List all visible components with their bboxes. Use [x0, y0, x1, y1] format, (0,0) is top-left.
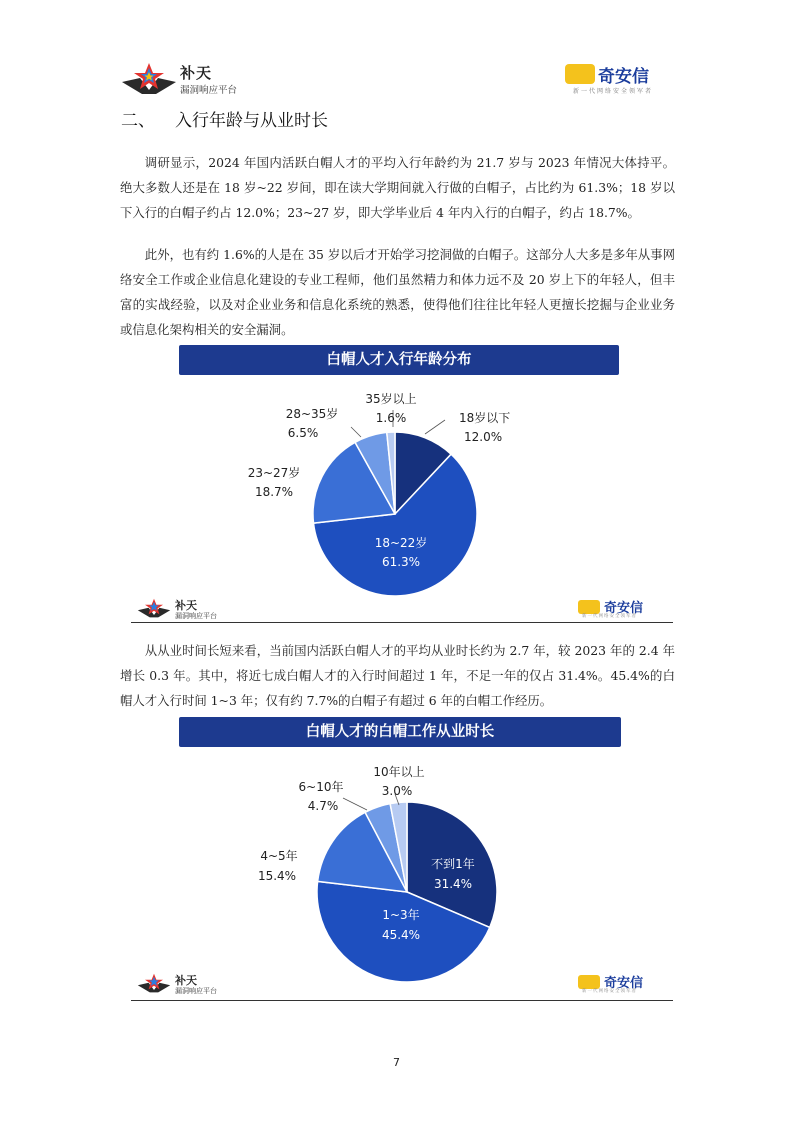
chart-1-title: 白帽人才入行年龄分布: [179, 345, 619, 375]
chart-logo-sub: 新一代网络安全领军者: [582, 614, 637, 619]
qianxin-brand-text: 奇安信: [598, 67, 649, 87]
section-heading: [121, 106, 328, 131]
pie-2-label-cat-4: 10年以上: [373, 765, 425, 779]
butian-star-icon: [135, 597, 173, 621]
chart-1-svg: [131, 340, 673, 622]
chart-logo-brand: 奇安信: [604, 976, 644, 991]
chart-1-leader-line: [425, 420, 445, 434]
chart-1-leader-line: [351, 427, 361, 437]
chart-1-frame: [131, 340, 673, 623]
pie-2-label-val-1: 45.4%: [381, 928, 421, 942]
pie-1-label-val-0: 12.0%: [464, 430, 503, 444]
chart-logo-brand: 补天: [175, 599, 197, 612]
chart-logo-brand: 奇安信: [604, 601, 644, 616]
pie-2-label-cat-1: 1~3年: [382, 908, 420, 922]
pie-2-label-cat-0: 不到1年: [431, 857, 475, 871]
butian-star-icon: [135, 972, 173, 996]
butian-logo: [120, 60, 240, 104]
qianxin-slogan-text: 新一代网络安全领军者: [573, 88, 654, 95]
mascot-icon: [578, 975, 600, 989]
chart-2-leader-line: [343, 798, 367, 810]
chart-logo-sub: 漏洞响应平台: [175, 612, 217, 620]
chart-2-butian-logo: [135, 972, 235, 998]
mascot-icon: [578, 600, 600, 614]
chart-logo-sub: 新一代网络安全领军者: [582, 989, 637, 994]
pie-2-label-val-2: 15.4%: [257, 869, 297, 883]
qianxin-logo: [565, 62, 675, 102]
paragraph-2: 此外，也有约 1.6%的人是在 35 岁以后才开始学习挖洞做的白帽子。这部分人大多是多年从事网络安全工作或企业信息化建设的专业工程师，他们虽然精力和体力远不及 20 岁上下的年轻人，但丰富的实战经验，以及对企业业务和信息化系统的熟悉，使得他们往往比年轻人更擅长挖掘与企业业务或信息化架构相关的安全漏洞。: [120, 247, 675, 337]
butian-star-icon: [120, 60, 178, 100]
pie-1-label-cat-1: 18~22岁: [374, 536, 428, 550]
pie-2-label-val-4: 3.0%: [381, 784, 413, 798]
chart-logo-sub: 漏洞响应平台: [175, 987, 217, 995]
chart-2-qianxin-logo: [578, 974, 668, 996]
chart-1-qianxin-logo: [578, 599, 668, 621]
chart-2-frame: [131, 712, 673, 1001]
butian-sub-text: 漏洞响应平台: [180, 85, 238, 96]
pie-1-label-cat-4: 35岁以上: [365, 392, 417, 406]
chart-2-title: 白帽人才的白帽工作从业时长: [179, 717, 621, 747]
page-number: 7: [393, 1056, 400, 1069]
paragraph-3: 从从业时间长短来看，当前国内活跃白帽人才的平均从业时长约为 2.7 年，较 2023 年的 2.4 年增长 0.3 年。其中，将近七成白帽人才的入行时间超过 1 年，不足一年的仅占 31.4%。45.4%的白帽人才入行时间 1~3 年；仅有约 7.7%的白帽子有超过 6 年的白帽工作经历。: [120, 643, 675, 708]
pie-1-label-val-2: 18.7%: [254, 485, 294, 499]
pie-1-label-val-4: 1.6%: [375, 411, 407, 425]
pie-2-label-cat-3: 6~10年: [298, 780, 344, 794]
pie-2-label-val-3: 4.7%: [307, 799, 339, 813]
butian-brand-text: 补天: [180, 64, 213, 82]
pie-1-label-cat-0: 18岁以下: [459, 411, 511, 425]
pie-2-label-val-0: 31.4%: [433, 877, 473, 891]
chart-1-butian-logo: [135, 597, 235, 623]
pie-1-label-val-3: 6.5%: [287, 426, 319, 440]
section-number: 二、: [121, 111, 155, 131]
pie-1-label-cat-3: 28~35岁: [285, 407, 339, 421]
chart-2-svg: [131, 712, 673, 1000]
section-title-text: 入行年龄与从业时长: [175, 111, 328, 131]
pie-1-label-val-1: 61.3%: [381, 555, 421, 569]
pie-2-label-cat-2: 4~5年: [260, 849, 298, 863]
chart-logo-brand: 补天: [175, 974, 197, 987]
paragraph-1: 调研显示，2024 年国内活跃白帽人才的平均入行年龄约为 21.7 岁与 2023 年情况大体持平。绝大多数人还是在 18 岁~22 岁间，即在读大学期间就入行做的白帽子，占比约为 61.3%；18 岁以下入行的白帽子约占 12.0%；23~27 岁，即大学毕业后 4 年内入行的白帽子，约占 18.7%。: [120, 155, 675, 220]
pie-1-label-cat-2: 23~27岁: [247, 466, 301, 480]
mascot-icon: [565, 64, 595, 84]
